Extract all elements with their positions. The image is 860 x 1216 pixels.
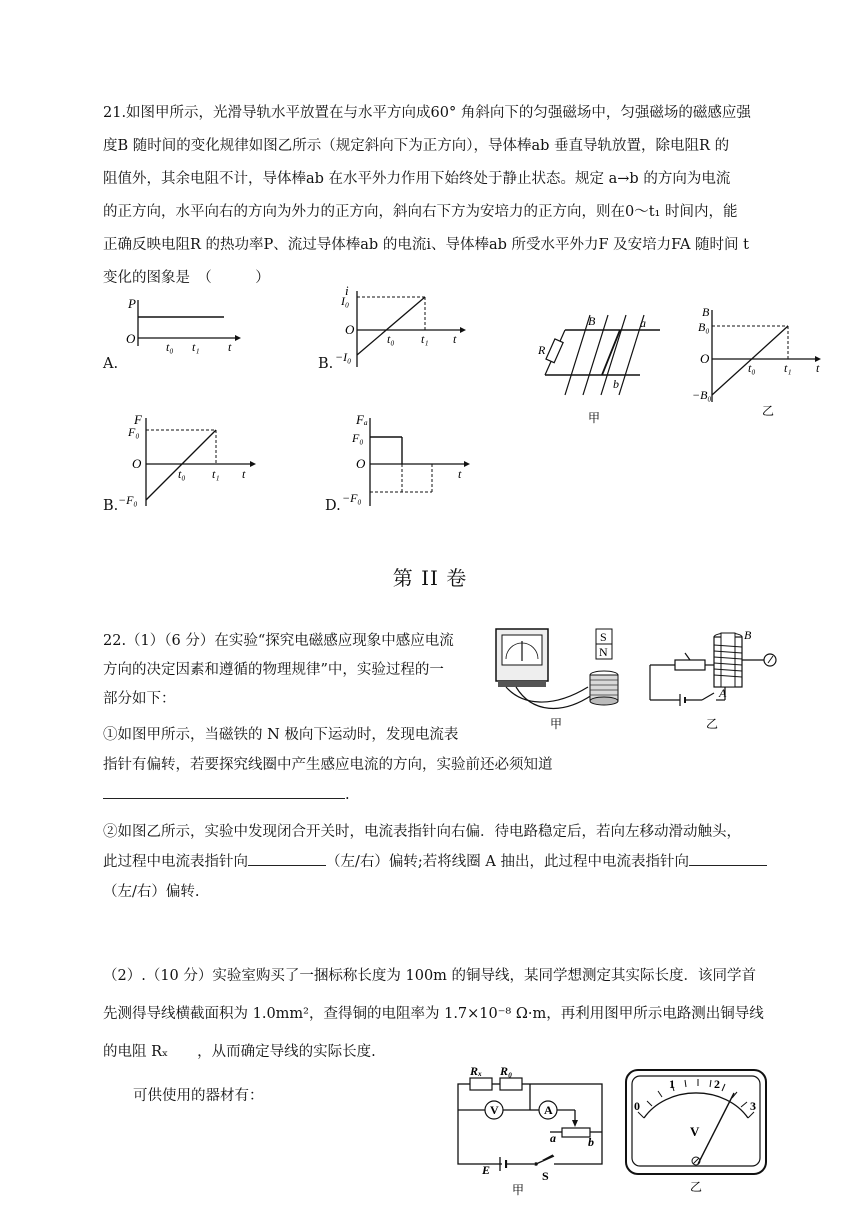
coil-b: B bbox=[744, 628, 752, 642]
origin-d: O bbox=[356, 456, 366, 471]
axis-i: i bbox=[345, 285, 349, 298]
q22-item1-line-1: ①如图甲所示，当磁铁的 N 极向下运动时，发现电流表 bbox=[103, 727, 459, 743]
origin-c: O bbox=[132, 456, 142, 471]
q22-p2-line-2: 先测得导线横截面积为 1.0mm²，查得铜的电阻率为 1.7×10⁻⁸ Ω·m，再利用图甲所示电路测出铜导线 bbox=[103, 1006, 764, 1022]
figure-jia-rails bbox=[530, 300, 675, 425]
answer-blank-1[interactable] bbox=[103, 784, 345, 799]
figure-measurement-circuit bbox=[450, 1064, 615, 1199]
axis-b: B bbox=[702, 305, 710, 319]
neg-f0-label: −F₀ bbox=[118, 493, 138, 507]
graph-b-current bbox=[335, 285, 470, 373]
rails-a: a bbox=[640, 316, 646, 330]
yi-caption: 乙 bbox=[762, 404, 775, 418]
t-yi: t bbox=[816, 361, 820, 375]
rails-b-end: b bbox=[613, 377, 619, 391]
label-r0: R₀ bbox=[500, 1064, 513, 1078]
neg-b0-label: −B₀ bbox=[692, 388, 712, 402]
q22-p2-line-1: （2）.（10 分）实验室购买了一捆标称长度为 100m 的铜导线，某同学想测定其实际长度．该同学首 bbox=[103, 968, 757, 984]
rails-r: R bbox=[538, 343, 546, 357]
q21-line-4: 的正方向，水平向右的方向为外力的正方向，斜向右下方为安培力的正方向，则在0～t₁ 时间内，能 bbox=[103, 204, 738, 220]
t1-a: t₁ bbox=[192, 340, 200, 354]
option-d-label: D. bbox=[325, 498, 341, 514]
figure-galvanometer-coil bbox=[492, 625, 632, 733]
t0-b: t₀ bbox=[387, 332, 395, 346]
neg-i0-label: −I₀ bbox=[335, 350, 352, 364]
option-c-label: B. bbox=[103, 498, 119, 514]
dial-3: 3 bbox=[750, 1099, 756, 1113]
equipment-label: 可供使用的器材有： bbox=[133, 1088, 264, 1104]
option-b-label: B. bbox=[318, 356, 334, 372]
figure-voltmeter-dial bbox=[622, 1066, 772, 1201]
fig-yi-caption-22: 乙 bbox=[706, 717, 719, 731]
ammeter-a: A bbox=[544, 1103, 553, 1117]
switch-s: S bbox=[542, 1169, 549, 1183]
rheostat-a: a bbox=[550, 1131, 556, 1145]
f0-label-d: F₀ bbox=[352, 431, 364, 445]
axis-p: P bbox=[128, 296, 136, 311]
graph-a-power bbox=[120, 296, 245, 358]
q21-line-3: 阻值外，其余电阻不计，导体棒ab 在水平外力作用下始终处于静止状态。规定 a→b 的方向为电流 bbox=[103, 171, 731, 187]
dial-2: 2 bbox=[714, 1077, 720, 1091]
q21-line-2: 度B 随时间的变化规律如图乙所示（规定斜向下为正方向），导体棒ab 垂直导轨放置，除电阻R 的 bbox=[103, 138, 730, 154]
rheostat-b: b bbox=[588, 1135, 594, 1149]
answer-blank-3[interactable] bbox=[689, 851, 767, 866]
q22-p1-line-2: 方向的决定因素和遵循的物理规律”中，实验过程的一 bbox=[103, 662, 444, 678]
t1-c: t₁ bbox=[212, 467, 220, 481]
origin-yi: O bbox=[700, 351, 710, 366]
coil-a: A bbox=[719, 686, 727, 700]
figure-coil-circuit bbox=[640, 625, 785, 733]
q22-item2-line-1: ②如图乙所示，实验中发现闭合开关时，电流表指针向右偏．待电路稳定后，若向左移动滑动触头， bbox=[103, 824, 741, 840]
battery-e: E bbox=[482, 1163, 491, 1177]
rails-b: B bbox=[588, 314, 596, 328]
i0-label: I₀ bbox=[341, 294, 350, 308]
graph-d-ampere-force bbox=[342, 412, 477, 512]
section-title: 第 II 卷 bbox=[392, 566, 468, 590]
t1-yi: t₁ bbox=[784, 361, 792, 375]
q21-line-1: 21.如图甲所示，光滑导轨水平放置在与水平方向成60° 角斜向下的匀强磁场中，匀强磁场的磁感应强 bbox=[103, 105, 751, 121]
origin-a: O bbox=[126, 331, 136, 346]
answer-blank-2[interactable] bbox=[248, 851, 326, 866]
b0-label: B₀ bbox=[698, 320, 710, 334]
t0-a: t₀ bbox=[166, 340, 174, 354]
q21-line-5: 正确反映电阻R 的热功率P、流过导体棒ab 的电流i、导体棒ab 所受水平外力F 及安培力FA 随时间 t bbox=[103, 237, 749, 253]
fig-jia-caption-22: 甲 bbox=[550, 717, 563, 731]
q22-item1-line-2: 指针有偏转，若要探究线圈中产生感应电流的方向，实验前还必须知道 bbox=[103, 757, 553, 773]
t0-yi: t₀ bbox=[748, 361, 756, 375]
t-d: t bbox=[458, 467, 462, 481]
origin-b: O bbox=[345, 322, 355, 337]
axis-f: F bbox=[134, 412, 142, 427]
t-c: t bbox=[242, 467, 246, 481]
meter-caption: 乙 bbox=[690, 1180, 703, 1194]
q22-blank-1-row: . bbox=[103, 779, 350, 812]
t1-b: t₁ bbox=[421, 332, 429, 346]
t-a: t bbox=[228, 340, 232, 354]
graph-c-force bbox=[118, 412, 263, 512]
label-rx: Rₓ bbox=[470, 1064, 483, 1078]
option-a-label: A. bbox=[103, 356, 119, 372]
dial-1: 1 bbox=[669, 1077, 675, 1091]
rails-caption: 甲 bbox=[588, 411, 601, 425]
figure-yi-bt-graph bbox=[690, 302, 830, 422]
axis-fa: Fₐ bbox=[356, 412, 368, 427]
voltmeter-v: V bbox=[490, 1103, 499, 1117]
neg-f0-label-d: −F₀ bbox=[342, 491, 362, 505]
q22-p1-line-1: 22.（1）（6 分）在实验“探究电磁感应现象中感应电流 bbox=[103, 633, 454, 649]
q22-p2-line-3: 的电阻 Rₓ ，从而确定导线的实际长度. bbox=[103, 1044, 376, 1060]
q21-line-6: 变化的图象是 （ ） bbox=[103, 270, 270, 286]
dial-unit-v: V bbox=[690, 1124, 700, 1139]
q22-item2-line-2: 此过程中电流表指针向 （左/右）偏转;若将线圈 A 抽出，此过程中电流表指针向 bbox=[103, 846, 767, 879]
f0-label: F₀ bbox=[128, 425, 140, 439]
t-b: t bbox=[453, 332, 457, 346]
magnet-n: N bbox=[599, 645, 608, 659]
q22-p1-line-3: 部分如下： bbox=[103, 691, 176, 707]
circuit-caption: 甲 bbox=[512, 1183, 525, 1197]
q22-item2-line-3: （左/右）偏转. bbox=[103, 884, 200, 900]
t0-c: t₀ bbox=[178, 467, 186, 481]
dial-0: 0 bbox=[634, 1099, 640, 1113]
magnet-s: S bbox=[600, 630, 607, 644]
